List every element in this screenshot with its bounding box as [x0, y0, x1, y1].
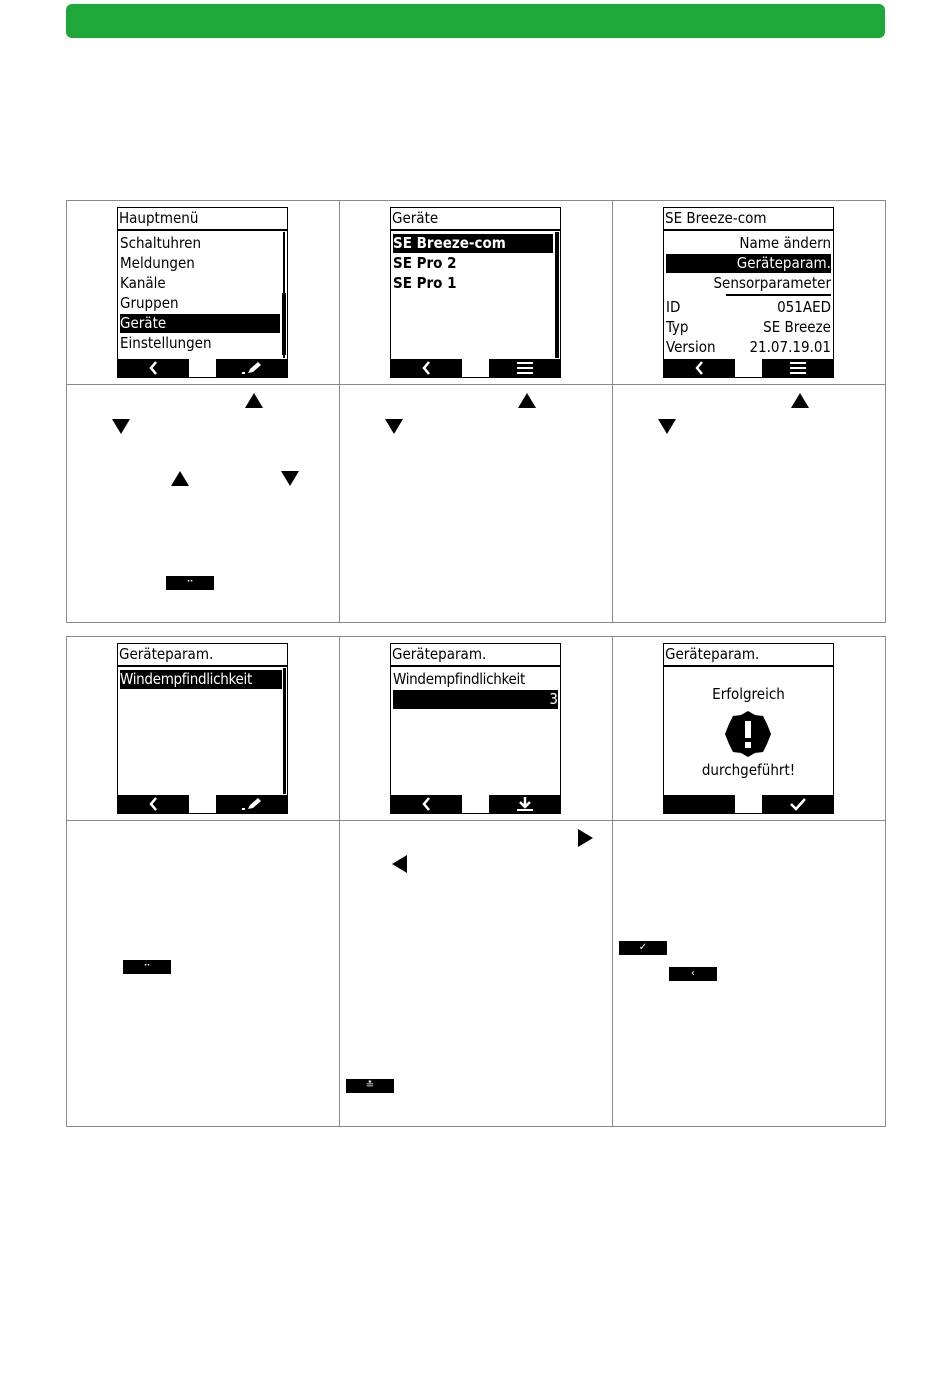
save-icon [516, 797, 534, 811]
param-value[interactable]: 3 [393, 690, 558, 709]
menu-icon [517, 362, 533, 374]
info-value-id: 051AED [777, 298, 831, 316]
arrow-up-icon [245, 393, 263, 408]
success-line-2: durchgeführt! [701, 761, 796, 779]
info-label-typ: Typ [666, 318, 689, 336]
display-success [663, 643, 834, 814]
softkey-back[interactable] [664, 359, 735, 377]
menu-item-geraeteparam[interactable]: Geräteparam. [666, 254, 831, 273]
arrow-down-icon [281, 471, 299, 486]
arrow-up-icon [791, 393, 809, 408]
scrollbar[interactable] [283, 668, 286, 794]
softkey-edit[interactable] [216, 795, 287, 813]
screen-title: Geräteparam. [665, 645, 760, 663]
softkey-menu[interactable] [762, 359, 833, 377]
softkey-confirm[interactable] [762, 795, 833, 813]
check-icon [789, 797, 807, 811]
softkey-empty [664, 795, 735, 813]
softkey-back[interactable] [391, 359, 462, 377]
screen-title: Geräteparam. [119, 645, 214, 663]
success-line-1: Erfolgreich [712, 685, 785, 703]
info-label-id: ID [666, 298, 681, 316]
arrow-down-icon [385, 419, 403, 434]
menu-item-geraete[interactable]: Geräte [120, 314, 280, 333]
back-icon [148, 797, 160, 811]
back-icon [694, 361, 706, 375]
edit-icon [241, 797, 263, 811]
arrow-down-icon [658, 419, 676, 434]
screen-title: Geräte [392, 209, 439, 227]
back-icon [421, 361, 433, 375]
menu-item-sensorparameter[interactable]: Sensorparameter [713, 274, 831, 292]
menu-item-name-aendern[interactable]: Name ändern [739, 234, 831, 252]
arrow-down-icon [112, 419, 130, 434]
arrow-right-icon [578, 829, 593, 847]
menu-item-meldungen[interactable]: Meldungen [120, 254, 195, 272]
edit-icon [241, 361, 263, 375]
back-icon [421, 797, 433, 811]
device-item-se-pro-1[interactable]: SE Pro 1 [393, 274, 457, 292]
display-main-menu [117, 207, 288, 378]
menu-item-einstellungen[interactable]: Einstellungen [120, 334, 212, 352]
back-icon: ‹ [669, 967, 717, 981]
info-value-typ: SE Breeze [763, 318, 831, 336]
arrow-left-icon [392, 855, 407, 873]
display-device-params [117, 643, 288, 814]
info-label-version: Version [666, 338, 716, 356]
save-icon: ≛ [346, 1079, 394, 1093]
softkey-menu[interactable] [489, 359, 560, 377]
menu-item-schaltuhren[interactable]: Schaltuhren [120, 234, 202, 252]
check-icon: ✓ [619, 941, 667, 955]
menu-item-gruppen[interactable]: Gruppen [120, 294, 179, 312]
softkey-back[interactable] [118, 359, 189, 377]
scrollbar[interactable] [555, 232, 559, 358]
scrollbar-thumb [282, 293, 286, 355]
device-item-se-pro-2[interactable]: SE Pro 2 [393, 254, 457, 272]
softkey-save[interactable] [489, 795, 560, 813]
header-bar [66, 4, 885, 38]
screen-title: Geräteparam. [392, 645, 487, 663]
exclamation-icon [724, 710, 772, 758]
softkey-back[interactable] [391, 795, 462, 813]
menu-icon [790, 362, 806, 374]
softkey-edit[interactable] [216, 359, 287, 377]
screen-title: SE Breeze-com [665, 209, 767, 227]
device-item-se-breeze-com[interactable]: SE Breeze-com [393, 234, 553, 253]
edit-icon: ⠒ [166, 576, 214, 590]
display-devices [390, 207, 561, 378]
param-item-windempfindlichkeit[interactable]: Windempfindlichkeit [120, 670, 282, 689]
softkey-back[interactable] [118, 795, 189, 813]
info-value-version: 21.07.19.01 [749, 338, 831, 356]
edit-icon: ⠒ [123, 960, 171, 974]
display-device-detail [663, 207, 834, 378]
back-icon [148, 361, 160, 375]
display-param-edit [390, 643, 561, 814]
arrow-up-icon [171, 471, 189, 486]
param-label: Windempfindlichkeit [393, 670, 525, 688]
arrow-up-icon [518, 393, 536, 408]
menu-item-kanaele[interactable]: Kanäle [120, 274, 166, 292]
screen-title: Hauptmenü [119, 209, 199, 227]
